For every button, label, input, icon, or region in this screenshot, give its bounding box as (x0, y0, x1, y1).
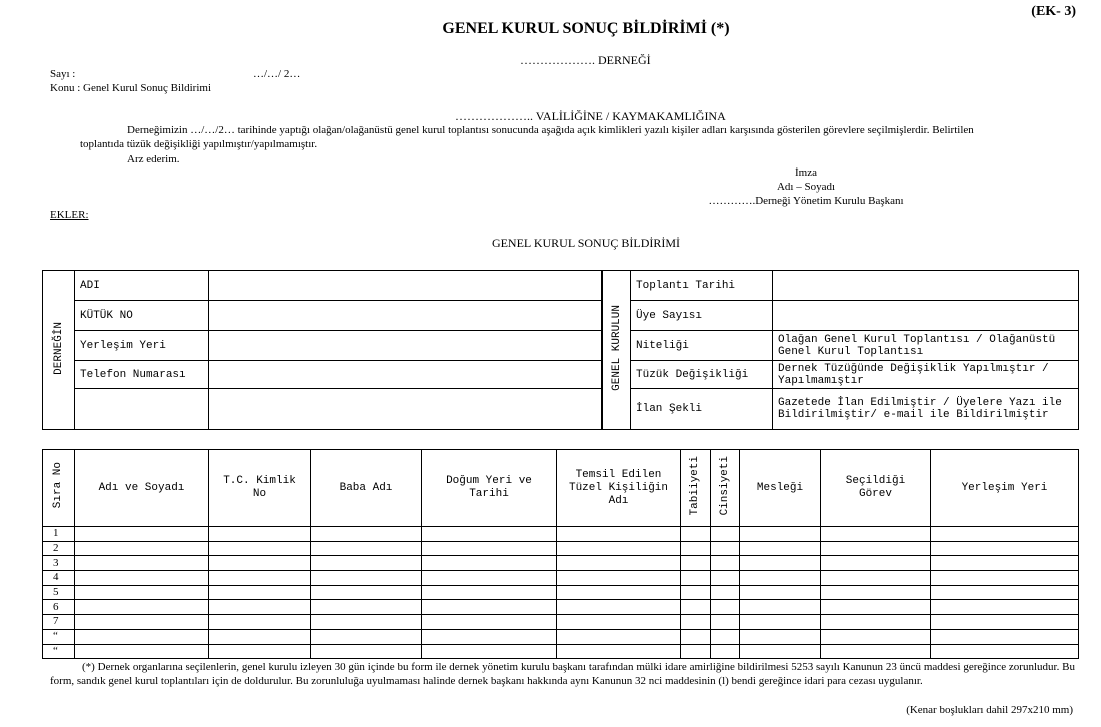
table-cell[interactable] (711, 615, 740, 630)
table-cell[interactable] (557, 571, 681, 586)
assembly-value-statute-change: Dernek Tüzüğünde Değişiklik Yapılmıştır / Yapılmamıştır (773, 361, 1079, 389)
closing-text: Arz ederim. (127, 153, 180, 165)
table-cell[interactable] (931, 541, 1079, 556)
table-row (43, 556, 1079, 571)
row-number: “ (43, 644, 75, 659)
table-cell[interactable] (681, 585, 711, 600)
table-cell[interactable] (681, 571, 711, 586)
table-cell[interactable] (75, 585, 209, 600)
table-cell[interactable] (931, 644, 1079, 659)
table-cell[interactable] (557, 585, 681, 600)
form-title: GENEL KURUL SONUÇ BİLDİRİMİ (491, 236, 681, 250)
assembly-label-type: Niteliği (631, 331, 773, 361)
addressee: ……………….. VALİLİĞİNE / KAYMAKAMLIĞINA (455, 109, 726, 123)
header-father-name: Baba Adı (311, 450, 422, 527)
field-value-empty[interactable] (209, 389, 602, 430)
table-cell[interactable] (422, 571, 557, 586)
table-cell[interactable] (75, 541, 209, 556)
table-cell[interactable] (821, 600, 931, 615)
table-cell[interactable] (311, 556, 422, 571)
table-cell[interactable] (711, 527, 740, 542)
table-cell[interactable] (557, 556, 681, 571)
table-cell[interactable] (740, 571, 821, 586)
table-cell[interactable] (311, 615, 422, 630)
table-cell[interactable] (821, 615, 931, 630)
signature-name: Adı – Soyadı (776, 181, 836, 193)
field-label-address: Yerleşim Yeri (75, 331, 209, 361)
table-cell[interactable] (740, 527, 821, 542)
table-cell[interactable] (740, 541, 821, 556)
assembly-label-announcement: İlan Şekli (631, 389, 773, 430)
number-label: Sayı : (50, 68, 76, 80)
table-cell[interactable] (931, 571, 1079, 586)
table-cell[interactable] (681, 541, 711, 556)
row-number: 3 (43, 556, 75, 571)
table-cell[interactable] (821, 644, 931, 659)
row-number: 2 (43, 541, 75, 556)
table-cell[interactable] (681, 629, 711, 644)
margin-note: (Kenar boşlukları dahil 297x210 mm) (906, 704, 1073, 716)
header-occupation: Mesleği (740, 450, 821, 527)
table-cell[interactable] (422, 556, 557, 571)
general-assembly-table (602, 270, 1079, 430)
subject-line: Konu : Genel Kurul Sonuç Bildirimi (50, 82, 212, 94)
page-title: GENEL KURUL SONUÇ BİLDİRİMİ (*) (442, 20, 730, 37)
table-cell[interactable] (931, 556, 1079, 571)
table-cell[interactable] (209, 644, 311, 659)
table-cell[interactable] (422, 541, 557, 556)
header-gender: Cinsiyeti (711, 450, 740, 527)
table-cell[interactable] (209, 541, 311, 556)
header-full-name: Adı ve Soyadı (75, 450, 209, 527)
table-cell[interactable] (311, 600, 422, 615)
table-cell[interactable] (422, 629, 557, 644)
table-cell[interactable] (557, 600, 681, 615)
header-elected-role: Seçildiği Görev (821, 450, 931, 527)
signature-role: ………….Derneği Yönetim Kurulu Başkanı (708, 195, 904, 207)
table-cell[interactable] (931, 527, 1079, 542)
table-cell[interactable] (711, 585, 740, 600)
table-cell[interactable] (422, 644, 557, 659)
table-cell[interactable] (557, 644, 681, 659)
table-cell[interactable] (711, 571, 740, 586)
table-cell[interactable] (209, 629, 311, 644)
field-value-address[interactable] (209, 331, 602, 361)
table-cell[interactable] (711, 541, 740, 556)
table-cell[interactable] (821, 629, 931, 644)
field-label-empty (75, 389, 209, 430)
table-cell[interactable] (557, 527, 681, 542)
table-row (43, 541, 1079, 556)
table-cell[interactable] (681, 615, 711, 630)
general-assembly-side-label: GENEL KURULUN (603, 271, 631, 430)
field-value-phone[interactable] (209, 361, 602, 389)
table-row (43, 571, 1079, 586)
members-table-header (43, 450, 1079, 527)
table-cell[interactable] (931, 585, 1079, 600)
field-value-registry-no[interactable] (209, 301, 602, 331)
table-cell[interactable] (681, 556, 711, 571)
attachments-label: EKLER: (50, 209, 89, 221)
table-cell[interactable] (681, 600, 711, 615)
table-cell[interactable] (422, 527, 557, 542)
table-cell[interactable] (740, 644, 821, 659)
row-number: 5 (43, 585, 75, 600)
table-cell[interactable] (422, 600, 557, 615)
body-text-line-1: Derneğimizin …/…/2… tarihinde yaptığı olağan/olağanüstü genel kurul toplantısı sonucunda aşağıda açık kimlikleri yazılı kişiler adları karşısında gösterilen görevlere seçilmişlerdir. Belirtilen (127, 124, 974, 136)
table-row (43, 600, 1079, 615)
table-cell[interactable] (557, 615, 681, 630)
assembly-value-meeting-date[interactable] (773, 271, 1079, 301)
table-cell[interactable] (557, 541, 681, 556)
table-cell[interactable] (740, 615, 821, 630)
table-cell[interactable] (931, 629, 1079, 644)
assembly-label-member-count: Üye Sayısı (631, 301, 773, 331)
table-row (43, 629, 1079, 644)
table-cell[interactable] (311, 527, 422, 542)
table-cell[interactable] (75, 571, 209, 586)
field-label-name: ADI (75, 271, 209, 301)
table-cell[interactable] (740, 556, 821, 571)
table-cell[interactable] (711, 629, 740, 644)
row-number: “ (43, 629, 75, 644)
table-cell[interactable] (681, 644, 711, 659)
table-cell[interactable] (209, 615, 311, 630)
table-cell[interactable] (75, 600, 209, 615)
table-cell[interactable] (821, 556, 931, 571)
table-cell[interactable] (75, 556, 209, 571)
header-birth-place-date: Doğum Yeri ve Tarihi (422, 450, 557, 527)
assembly-label-statute-change: Tüzük Değişikliği (631, 361, 773, 389)
table-cell[interactable] (75, 527, 209, 542)
header-legal-entity: Temsil Edilen Tüzel Kişiliğin Adı (557, 450, 681, 527)
table-row (43, 615, 1079, 630)
table-cell[interactable] (422, 615, 557, 630)
table-cell[interactable] (209, 585, 311, 600)
table-cell[interactable] (740, 629, 821, 644)
table-cell[interactable] (209, 527, 311, 542)
table-cell[interactable] (75, 644, 209, 659)
table-cell[interactable] (821, 527, 931, 542)
table-cell[interactable] (311, 571, 422, 586)
table-cell[interactable] (711, 644, 740, 659)
table-cell[interactable] (311, 541, 422, 556)
table-cell[interactable] (422, 585, 557, 600)
table-cell[interactable] (311, 629, 422, 644)
field-value-name[interactable] (209, 271, 602, 301)
table-cell[interactable] (931, 600, 1079, 615)
field-label-registry-no: KÜTÜK NO (75, 301, 209, 331)
assembly-value-announcement: Gazetede İlan Edilmiştir / Üyelere Yazı ile Bildirilmiştir/ e-mail ile Bildirilmiştir (773, 389, 1079, 430)
assembly-label-meeting-date: Toplantı Tarihi (631, 271, 773, 301)
row-number: 6 (43, 600, 75, 615)
header-tc-id: T.C. Kimlik No (209, 450, 311, 527)
body-text-line-2: toplantıda tüzük değişikliği yapılmıştır/yapılmamıştır. (80, 138, 318, 150)
table-cell[interactable] (931, 615, 1079, 630)
table-cell[interactable] (557, 629, 681, 644)
assembly-value-type: Olağan Genel Kurul Toplantısı / Olağanüstü Genel Kurul Toplantısı (773, 331, 1079, 361)
row-number: 4 (43, 571, 75, 586)
signature-sign: İmza (795, 167, 817, 179)
signature-block (600, 166, 1012, 208)
table-cell[interactable] (75, 629, 209, 644)
association-line: ………………. DERNEĞİ (520, 53, 651, 67)
table-cell[interactable] (821, 571, 931, 586)
table-cell[interactable] (711, 556, 740, 571)
members-table (42, 449, 1079, 659)
table-cell[interactable] (209, 600, 311, 615)
table-cell[interactable] (740, 600, 821, 615)
table-cell[interactable] (821, 585, 931, 600)
table-cell[interactable] (311, 585, 422, 600)
header-nationality: Tabiiyeti (681, 450, 711, 527)
table-cell[interactable] (711, 600, 740, 615)
table-cell[interactable] (311, 644, 422, 659)
table-cell[interactable] (740, 585, 821, 600)
table-cell[interactable] (75, 615, 209, 630)
table-cell[interactable] (209, 571, 311, 586)
row-number: 7 (43, 615, 75, 630)
field-label-phone: Telefon Numarası (75, 361, 209, 389)
table-cell[interactable] (821, 541, 931, 556)
header-residence: Yerleşim Yeri (931, 450, 1079, 527)
association-info-table (42, 270, 602, 430)
table-cell[interactable] (681, 527, 711, 542)
header-row-no: Sıra No (43, 450, 75, 527)
association-side-label: DERNEĞİN (43, 271, 75, 430)
table-row (43, 585, 1079, 600)
footnote: (*) Dernek organlarına seçilenlerin, genel kurulu izleyen 30 gün içinde bu form ile dernek yönetim kurulu başkanı tarafından mülki idare amirliğine bildirilmesi 5253 sayılı Kanunun 23 üncü maddesi gereğince zorunludur. Bu form, sandık genel kurul toplantıları için de doldurulur. Bu zorunluluğa uyulmaması halinde dernek başkanı hakkında aynı Kanunun 32 nci maddesinin (l) bendi gereğince idari para cezası uygulanır. (50, 661, 1075, 687)
table-row (43, 644, 1079, 659)
table-cell[interactable] (209, 556, 311, 571)
table-row (43, 527, 1079, 542)
assembly-value-member-count[interactable] (773, 301, 1079, 331)
date-placeholder: …/…/ 2… (253, 68, 301, 80)
row-number: 1 (43, 527, 75, 542)
annex-label: (EK- 3) (1031, 4, 1076, 19)
